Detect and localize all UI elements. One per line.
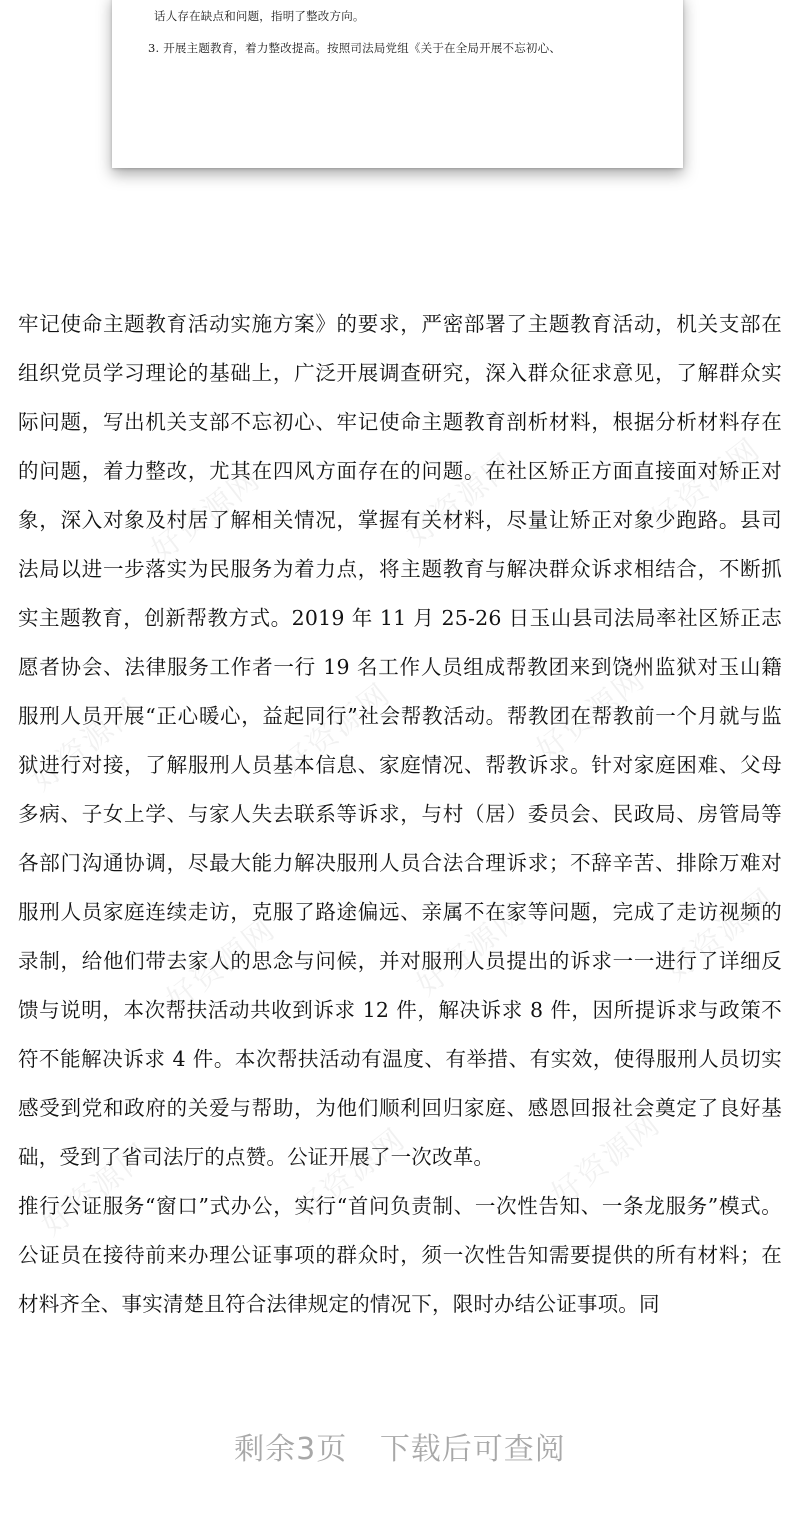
- watermark-text: 好资源网: [274, 676, 398, 783]
- document-body: [0, 300, 800, 1329]
- watermark-text: 好资源网: [529, 661, 653, 768]
- watermark-text: 好资源网: [544, 1106, 668, 1213]
- watermark-text: 好资源网: [409, 896, 533, 1003]
- remaining-pages-footer: [0, 1424, 800, 1468]
- watermark-text: 好资源网: [659, 881, 783, 988]
- card-text-line: 3. 开展主题教育，着力整改提高。按照司法局党组《关于在全局开展不忘初心、: [148, 40, 562, 55]
- watermark-text: 好资源网: [24, 691, 148, 798]
- watermark-text: 好资源网: [399, 446, 523, 553]
- watermark-text: 好资源网: [144, 461, 268, 568]
- document-page-card-top: [112, 0, 683, 168]
- watermark-text: 好资源网: [289, 1121, 413, 1228]
- download-hint-label[interactable]: 下载后可查阅: [379, 1432, 566, 1467]
- watermark-text: 好资源网: [644, 431, 768, 538]
- document-paragraph: 牢记使命主题教育活动实施方案》的要求，严密部署了主题教育活动，机关支部在组织党员学习理论的基础上，广泛开展调查研究，深入群众征求意见，了解群众实际问题，写出机关支部不忘初心、牢记使命主题教育剖析材料，根据分析材料存在的问题，着力整改，尤其在四风方面存在的问题。在社区矫正方面直接面对矫正对象，深入对象及村居了解相关情况，掌握有关材料，尽量让矫正对象少跑路。县司法局以进一步落实为民服务为着力点，将主题教育与解决群众诉求相结合，不断抓实主题教育，创新帮教方式。2019 年 11 月 25-26 日玉山县司法局率社区矫正志愿者协会、法律服务工作者一行 19 名工作人员组成帮教团来到饶州监狱对玉山籍服刑人员开展“正心暖心，益起同行”社会帮教活动。帮教团在帮教前一个月就与监狱进行对接，了解服刑人员基本信息、家庭情况、帮教诉求。针对家庭困难、父母多病、子女上学、与家人失去联系等诉求，与村（居）委员会、民政局、房管局等各部门沟通协调，尽最大能力解决服刑人员合法合理诉求；不辞辛苦、排除万难对服刑人员家庭连续走访，克服了路途偏远、亲属不在家等问题，完成了走访视频的录制，给他们带去家人的思念与问候，并对服刑人员提出的诉求一一进行了详细反馈与说明，本次帮扶活动共收到诉求 12 件，解决诉求 8 件，因所提诉求与政策不符不能解决诉求 4 件。本次帮扶活动有温度、有举措、有实效，使得服刑人员切实感受到党和政府的关爱与帮助，为他们顺利回归家庭、感恩回报社会奠定了良好基础，受到了省司法厅的点赞。公证开展了一次改革。: [18, 312, 782, 1169]
- watermark-text: 好资源网: [34, 1136, 158, 1243]
- remaining-pages-label: 剩余3页: [234, 1432, 348, 1467]
- card-text-line: 话人存在缺点和问题，指明了整改方向。: [154, 9, 365, 23]
- watermark-text: 好资源网: [159, 911, 283, 1018]
- document-paragraph: 推行公证服务“窗口”式办公，实行“首问负责制、一次性告知、一条龙服务”模式。公证员在接待前来办理公证事项的群众时，须一次性告知需要提供的所有材料；在材料齐全、事实清楚且符合法律规定的情况下，限时办结公证事项。同: [18, 1194, 782, 1316]
